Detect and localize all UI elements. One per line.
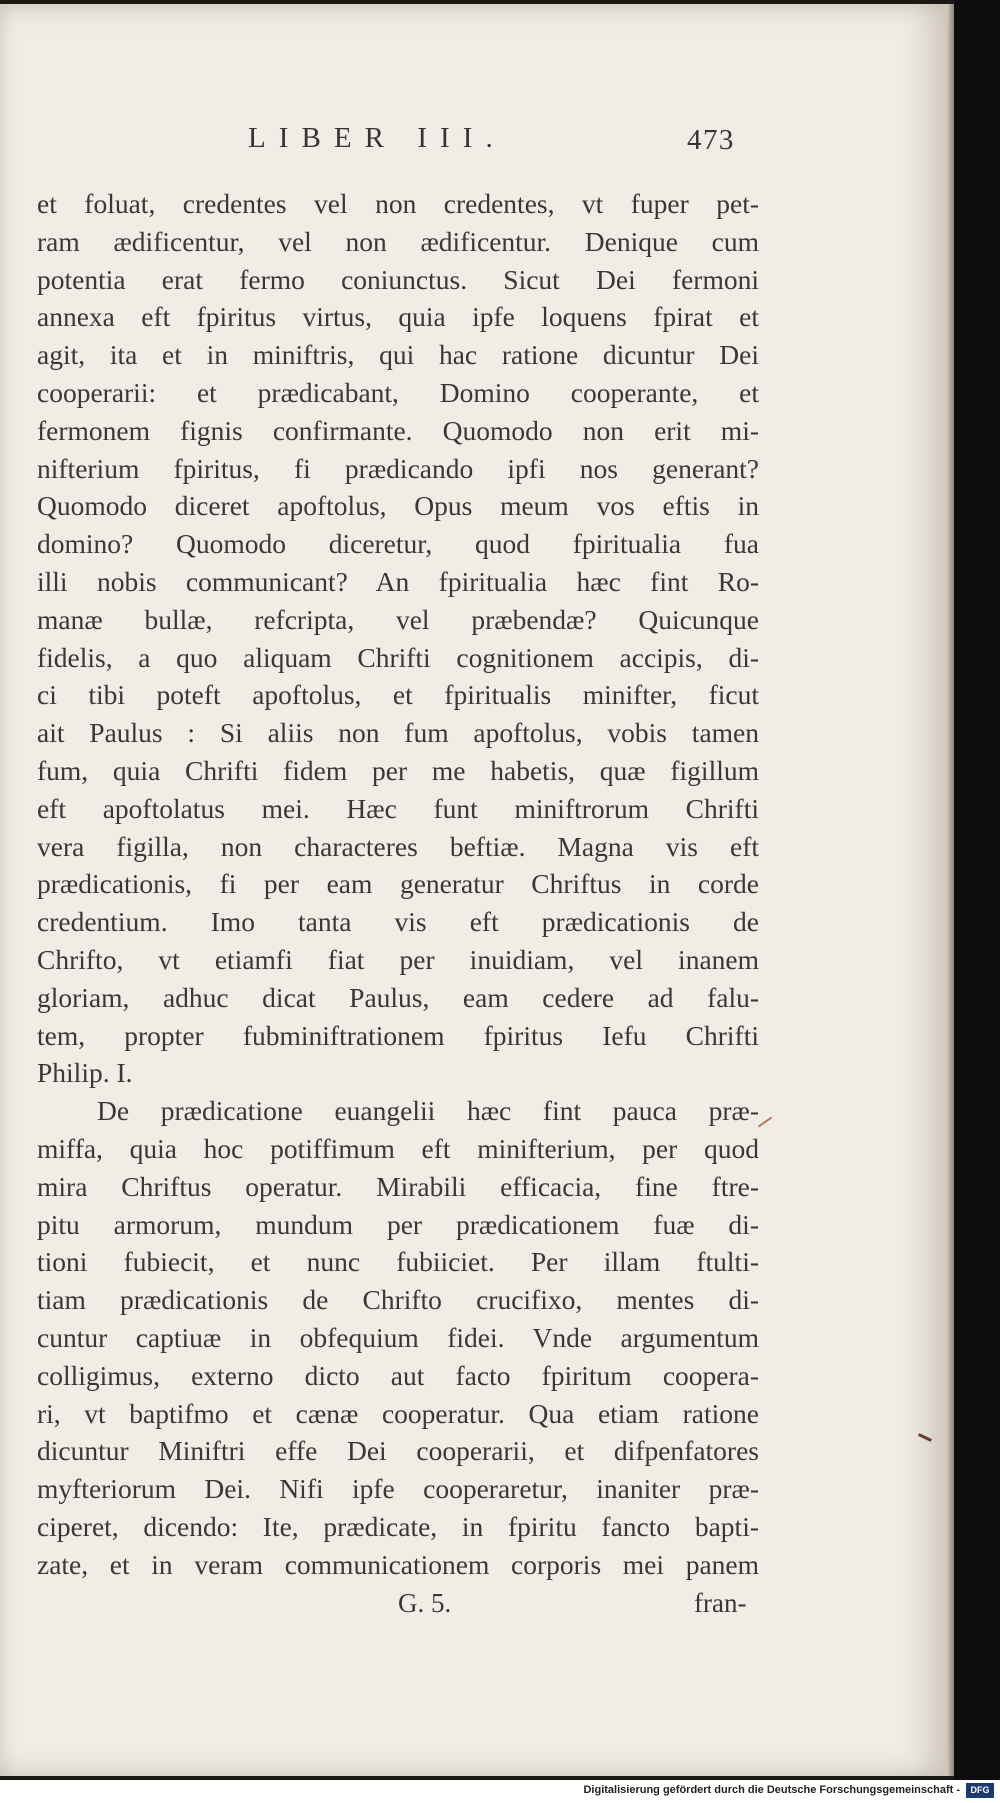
text-line: credentium. Imo tanta vis eft prædicationis de bbox=[37, 906, 759, 938]
credit-text: Digitalisierung gefördert durch die Deutsche Forschungsgemeinschaft - bbox=[583, 1784, 960, 1796]
text-line: domino? Quomodo diceretur, quod fpiritualia fua bbox=[37, 528, 759, 560]
ink-mark bbox=[918, 1433, 932, 1442]
text-line: manæ bullæ, refcripta, vel præbendæ? Quicunque bbox=[37, 603, 759, 635]
scan-margin bbox=[954, 0, 1000, 1780]
text-line: et foluat, credentes vel non credentes, vt fuper pet- bbox=[37, 188, 759, 219]
dfg-logo: DFG bbox=[966, 1783, 994, 1798]
body-text bbox=[37, 185, 759, 1583]
text-line: cuntur captiuæ in obfequium fidei. Vnde argumentum bbox=[37, 1321, 759, 1353]
text-line: colligimus, externo dicto aut facto fpiritum coopera- bbox=[37, 1359, 759, 1391]
text-line: agit, ita et in miniftris, qui hac ratione dicuntur Dei bbox=[37, 339, 759, 371]
text-line: mira Chriftus operatur. Mirabili efficacia, fine ftre- bbox=[37, 1170, 759, 1202]
signature-mark: G. 5. bbox=[398, 1588, 452, 1618]
text-line: ait Paulus : Si aliis non fum apoftolus, vobis tamen bbox=[37, 717, 759, 749]
text-line: gloriam, adhuc dicat Paulus, eam cedere ad falu- bbox=[37, 981, 759, 1013]
text-line: ci tibi poteft apoftolus, et fpiritualis minifter, ficut bbox=[37, 679, 759, 711]
catchword: fran- bbox=[694, 1588, 747, 1618]
text-line: fermonem fignis confirmante. Quomodo non erit mi- bbox=[37, 414, 759, 446]
running-head: LIBER III. bbox=[248, 122, 506, 154]
page-header bbox=[0, 122, 946, 162]
text-line: Quomodo diceret apoftolus, Opus meum vos eftis in bbox=[37, 490, 759, 522]
text-line: potentia erat fermo coniunctus. Sicut Dei fermoni bbox=[37, 263, 759, 295]
page-footer bbox=[0, 1588, 946, 1628]
page-edge bbox=[946, 4, 954, 1776]
text-line: Philip. I. bbox=[37, 1057, 133, 1089]
text-line: zate, et in veram communicationem corporis mei panem bbox=[37, 1548, 759, 1580]
ink-mark bbox=[758, 1117, 772, 1128]
credit-bar bbox=[0, 1780, 1000, 1803]
text-line: tioni fubiecit, et nunc fubiiciet. Per illam ftulti- bbox=[37, 1246, 759, 1278]
text-line: fum, quia Chrifti fidem per me habetis, quæ figillum bbox=[37, 754, 759, 786]
text-line: tiam prædicationis de Chrifto crucifixo, mentes di- bbox=[37, 1284, 759, 1316]
text-line: eft apoftolatus mei. Hæc funt miniftrorum Chrifti bbox=[37, 792, 759, 824]
text-line: fidelis, a quo aliquam Chrifti cognitionem accipis, di- bbox=[37, 641, 759, 673]
text-line: De prædicatione euangelii hæc fint pauca præ- bbox=[97, 1095, 759, 1127]
page-number: 473 bbox=[687, 124, 735, 156]
text-line: Chrifto, vt etiamfi fiat per inuidiam, vel inanem bbox=[37, 943, 759, 975]
text-line: illi nobis communicant? An fpiritualia hæc fint Ro- bbox=[37, 565, 759, 597]
book-page bbox=[0, 4, 947, 1776]
text-line: myfteriorum Dei. Nifi ipfe cooperaretur, inaniter præ- bbox=[37, 1473, 759, 1505]
text-line: ri, vt baptifmo et cænæ cooperatur. Qua etiam ratione bbox=[37, 1397, 759, 1429]
text-line: dicuntur Miniftri effe Dei cooperarii, et difpenfatores bbox=[37, 1435, 759, 1467]
text-line: ciperet, dicendo: Ite, prædicate, in fpiritu fancto bapti- bbox=[37, 1510, 759, 1542]
text-line: miffa, quia hoc potiffimum eft minifterium, per quod bbox=[37, 1132, 759, 1164]
text-line: nifterium fpiritus, fi prædicando ipfi nos generant? bbox=[37, 452, 759, 484]
text-line: cooperarii: et prædicabant, Domino cooperante, et bbox=[37, 376, 759, 408]
text-line: annexa eft fpiritus virtus, quia ipfe loquens fpirat et bbox=[37, 301, 759, 333]
text-line: tem, propter fubminiftrationem fpiritus Iefu Chrifti bbox=[37, 1019, 759, 1051]
text-line: ram ædificentur, vel non ædificentur. Denique cum bbox=[37, 225, 759, 257]
text-line: vera figilla, non characteres beftiæ. Magna vis eft bbox=[37, 830, 759, 862]
text-line: pitu armorum, mundum per prædicationem fuæ di- bbox=[37, 1208, 759, 1240]
text-line: prædicationis, fi per eam generatur Chriftus in corde bbox=[37, 868, 759, 900]
